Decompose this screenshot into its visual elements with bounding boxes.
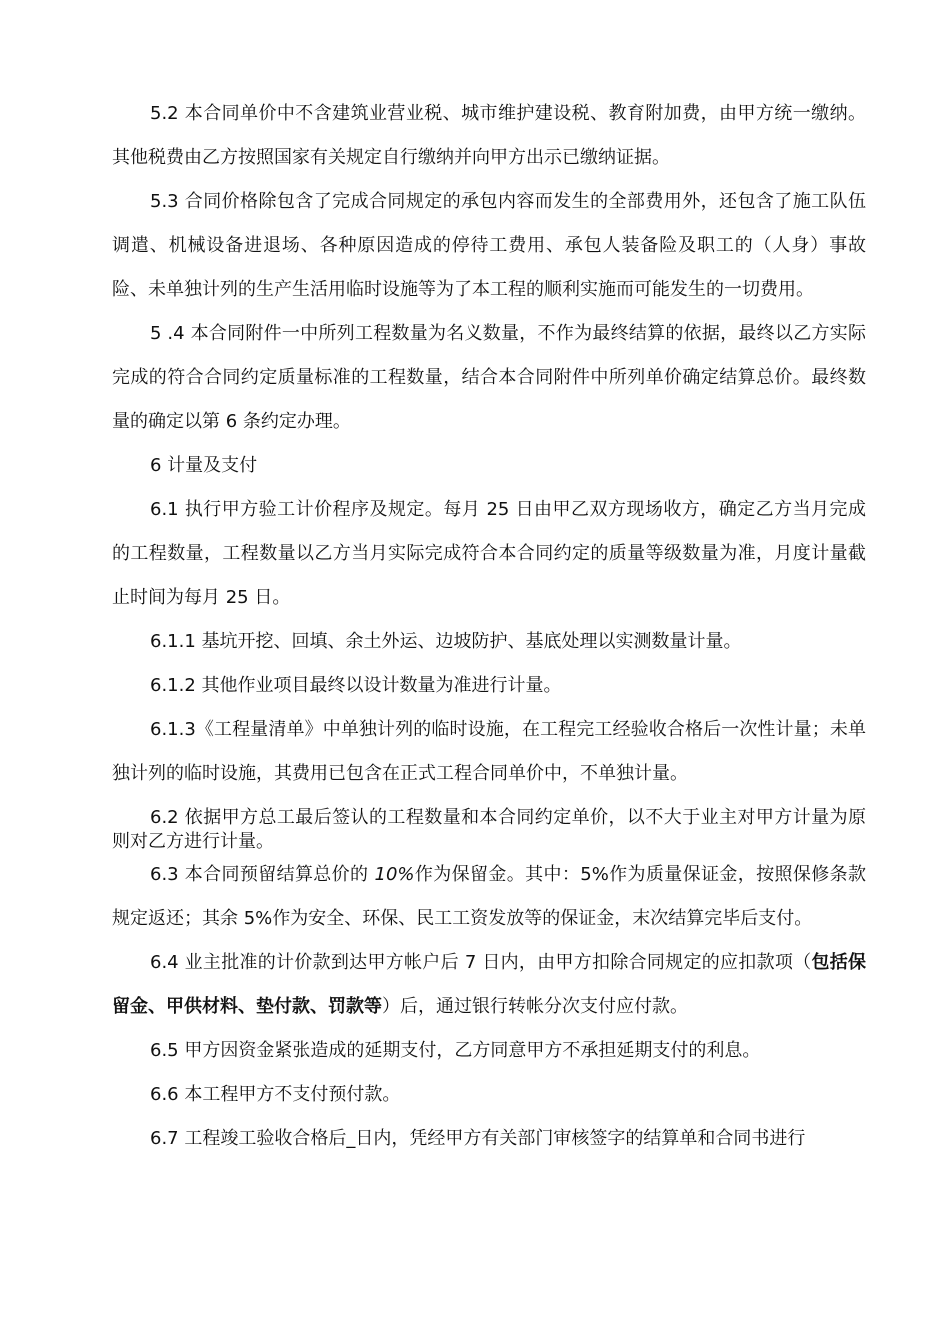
paragraph-6-3-suffix: 作为保留金。其中：5%作为质量保证金，按照保修条款规定返还；其余 5%作为安全、环保、民工工资发放等的保证金，末次结算完毕后支付。 — [112, 864, 866, 929]
paragraph-6-3 — [112, 853, 866, 941]
paragraph-6-1: 6.1 执行甲方验工计价程序及规定。每月 25 日由甲乙双方现场收方，确定乙方当月完成的工程数量，工程数量以乙方当月实际完成符合本合同约定的质量等级数量为准，月度计量截止时间为每月 25 日。 — [112, 499, 866, 608]
document-page — [112, 92, 866, 1161]
paragraph-6-4 — [112, 941, 866, 1029]
paragraph-6-1-3: 6.1.3《工程量清单》中单独计列的临时设施，在工程完工经验收合格后一次性计量；未单独计列的临时设施，其费用已包含在正式工程合同单价中，不单独计量。 — [112, 719, 866, 784]
paragraph-5-4: 5 .4 本合同附件一中所列工程数量为名义数量，不作为最终结算的依据，最终以乙方实际完成的符合合同约定质量标准的工程数量，结合本合同附件中所列单价确定结算总价。最终数量的确定以第 6 条约定办理。 — [112, 323, 866, 432]
paragraph-6-3-prefix: 6.3 本合同预留结算总价的 — [150, 864, 375, 885]
paragraph-6-3-percent: 10% — [374, 864, 415, 885]
section-heading-6: 6 计量及支付 — [150, 455, 258, 476]
paragraph-6-7: 6.7 工程竣工验收合格后_日内，凭经甲方有关部门审核签字的结算单和合同书进行 — [150, 1128, 806, 1149]
paragraph-6-6: 6.6 本工程甲方不支付预付款。 — [150, 1084, 401, 1105]
paragraph-6-5: 6.5 甲方因资金紧张造成的延期支付，乙方同意甲方不承担延期支付的利息。 — [150, 1040, 761, 1061]
paragraph-6-2: 6.2 依据甲方总工最后签认的工程数量和本合同约定单价，以不大于业主对甲方计量为原则对乙方进行计量。 — [112, 807, 866, 852]
paragraph-6-4-suffix: ）后，通过银行转帐分次支付应付款。 — [382, 996, 688, 1017]
paragraph-6-4-prefix: 6.4 业主批准的计价款到达甲方帐户后 7 日内，由甲方扣除合同规定的应扣款项（ — [150, 952, 812, 973]
paragraph-6-4-bold: 包括保留金、甲供材料、垫付款、罚款等 — [112, 952, 867, 1017]
paragraph-6-1-1: 6.1.1 基坑开挖、回填、余土外运、边坡防护、基底处理以实测数量计量。 — [150, 631, 742, 652]
paragraph-5-2: 5.2 本合同单价中不含建筑业营业税、城市维护建设税、教育附加费，由甲方统一缴纳。其他税费由乙方按照国家有关规定自行缴纳并向甲方出示已缴纳证据。 — [112, 103, 866, 168]
paragraph-5-3: 5.3 合同价格除包含了完成合同规定的承包内容而发生的全部费用外，还包含了施工队伍调遣、机械设备进退场、各种原因造成的停待工费用、承包人装备险及职工的（人身）事故险、未单独计列的生产生活用临时设施等为了本工程的顺利实施而可能发生的一切费用。 — [112, 191, 866, 300]
paragraph-6-1-2: 6.1.2 其他作业项目最终以设计数量为准进行计量。 — [150, 675, 562, 696]
